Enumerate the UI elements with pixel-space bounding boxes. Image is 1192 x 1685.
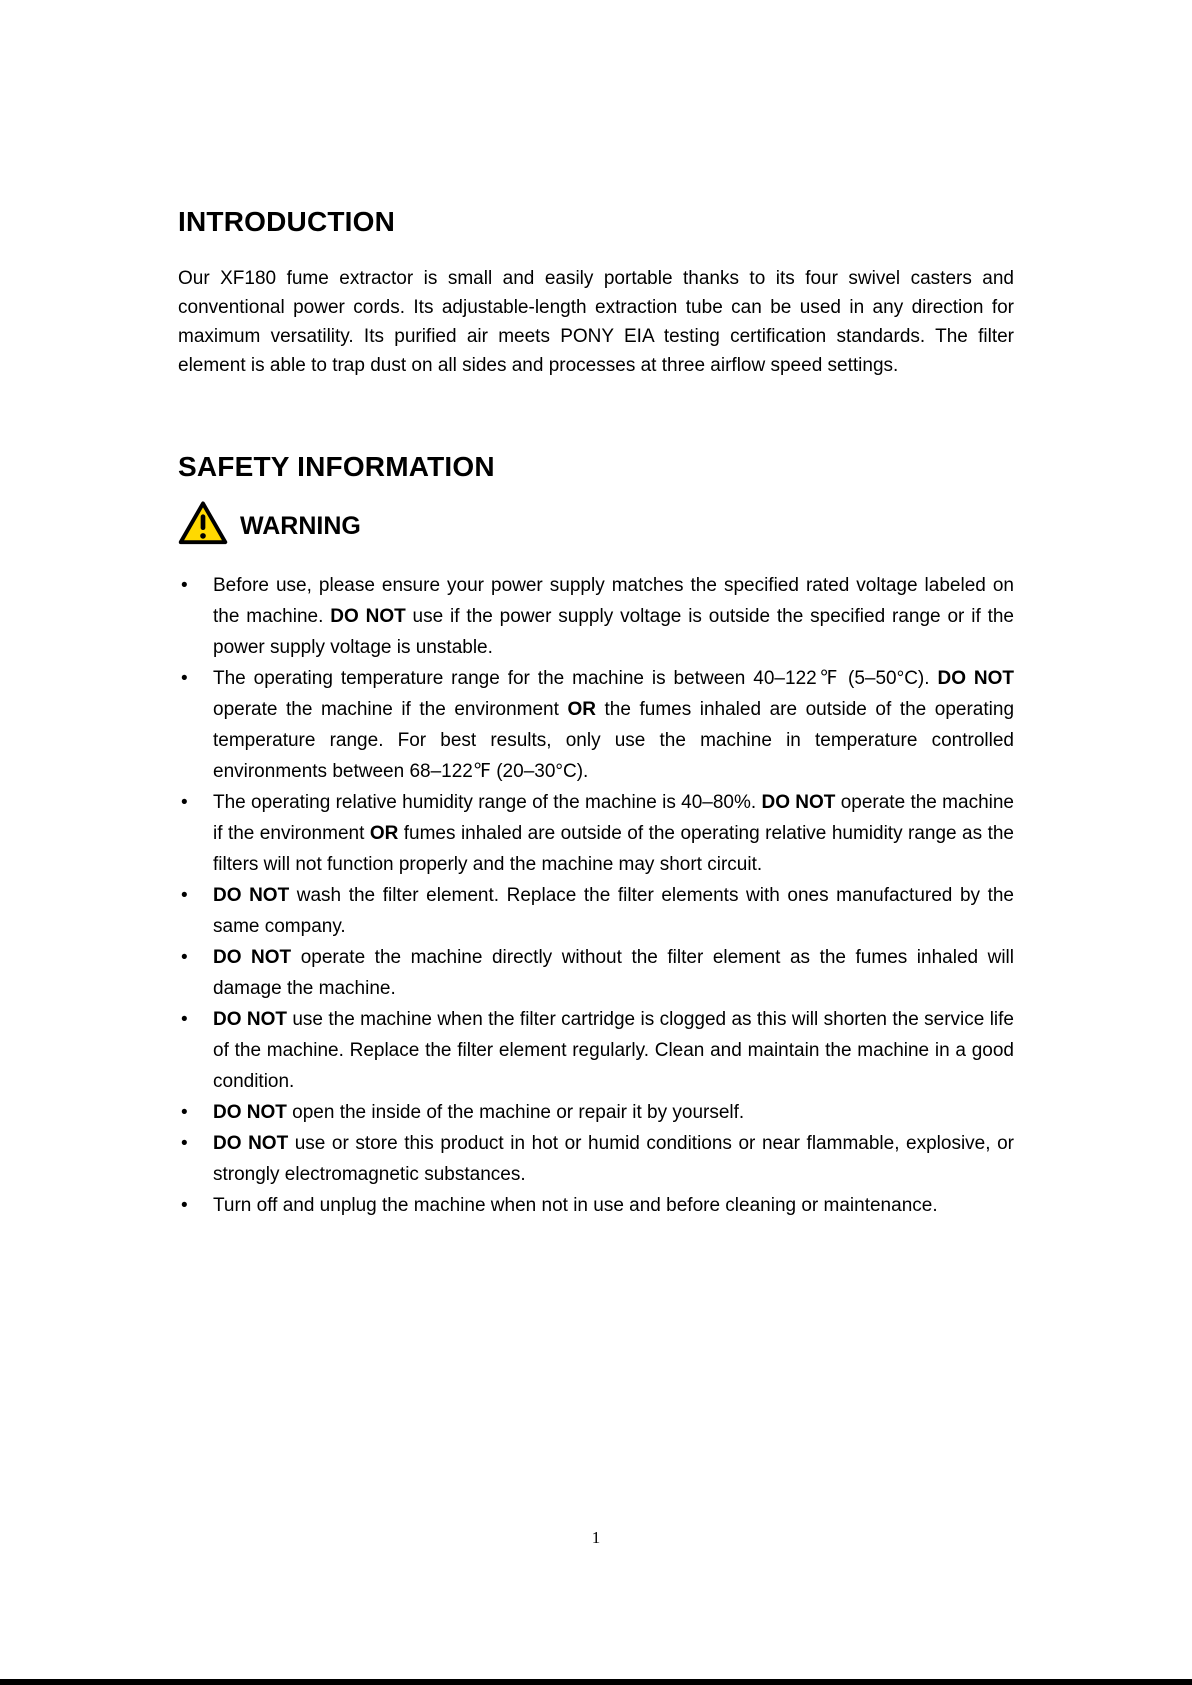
emphasis-text: DO NOT <box>213 947 292 968</box>
body-text: Turn off and unplug the machine when not in use and before cleaning or maintenance. <box>213 1195 938 1216</box>
body-text: The operating temperature range for the machine is between 40–122℉ (5–50°C). <box>213 668 938 689</box>
body-text: open the inside of the machine or repair it by yourself. <box>286 1102 745 1123</box>
emphasis-text: DO NOT <box>213 1102 287 1123</box>
body-text: use if the power supply voltage is outside the specified range or if the power supply voltage is unstable. <box>213 606 1014 658</box>
exclamation-dot <box>200 533 206 539</box>
warning-list-item <box>178 880 1014 942</box>
body-text: operate the machine if the environment <box>213 699 568 720</box>
body-text: the fumes inhaled are outside of the operating temperature range. For best results, only use the machine in temperature controlled environments between 68–122℉ (20–30°C). <box>213 699 1015 782</box>
warning-list-item <box>178 1004 1014 1097</box>
warning-list-item <box>178 663 1014 787</box>
warning-list <box>178 570 1014 1221</box>
warning-label: WARNING <box>240 511 361 540</box>
warning-list-item <box>178 787 1014 880</box>
emphasis-text: DO NOT <box>213 1133 289 1154</box>
exclamation-bar <box>201 514 206 530</box>
introduction-paragraph: Our XF180 fume extractor is small and easily portable thanks to its four swivel casters and conventional power cords. Its adjustable-length extraction tube can be used in any direction for maximum versatility. Its purified air meets PONY EIA testing certification standards. The filter element is able to trap dust on all sides and processes at three airflow speed settings. <box>178 268 1014 376</box>
emphasis-text: OR <box>369 823 399 844</box>
warning-list-item <box>178 1097 1014 1128</box>
body-text: use or store this product in hot or humid conditions or near flammable, explosive, or strongly electromagnetic substances. <box>213 1133 1014 1185</box>
emphasis-text: DO NOT <box>937 668 1015 689</box>
warning-triangle-icon <box>178 500 228 546</box>
introduction-heading: INTRODUCTION <box>178 206 396 237</box>
warning-list-item <box>178 1190 1014 1221</box>
emphasis-text: OR <box>567 699 596 720</box>
warning-list-item <box>178 570 1014 663</box>
emphasis-text: DO NOT <box>213 885 290 906</box>
warning-list-item <box>178 942 1014 1004</box>
body-text: operate the machine directly without the filter element as the fumes inhaled will damage the machine. <box>213 947 1014 999</box>
body-text: fumes inhaled are outside of the operating relative humidity range as the filters will not function properly and the machine may short circuit. <box>213 823 1014 875</box>
emphasis-text: DO NOT <box>330 606 406 627</box>
body-text: Before use, please ensure your power supply matches the specified rated voltage labeled on the machine. <box>213 575 1014 627</box>
body-text: use the machine when the filter cartridge is clogged as this will shorten the service life of the machine. Replace the filter element regularly. Clean and maintain the machine in a good condition. <box>213 1009 1014 1092</box>
bottom-scan-edge <box>0 1679 1192 1685</box>
warning-list-item <box>178 1128 1014 1190</box>
degree-fahrenheit-glyph: ℉ <box>472 761 491 782</box>
page-number: 1 <box>591 1528 601 1547</box>
body-text: wash the filter element. Replace the filter elements with ones manufactured by the same company. <box>213 885 1014 937</box>
safety-heading: SAFETY INFORMATION <box>178 451 495 482</box>
body-text: The operating relative humidity range of the machine is 40–80%. <box>213 792 762 813</box>
emphasis-text: DO NOT <box>761 792 836 813</box>
emphasis-text: DO NOT <box>213 1009 287 1030</box>
degree-fahrenheit-glyph: ℉ <box>816 668 841 689</box>
body-text: operate the machine if the environment <box>213 792 1014 844</box>
warning-banner <box>178 494 1014 552</box>
introduction-section <box>178 205 1014 380</box>
safety-section <box>178 450 1014 1221</box>
